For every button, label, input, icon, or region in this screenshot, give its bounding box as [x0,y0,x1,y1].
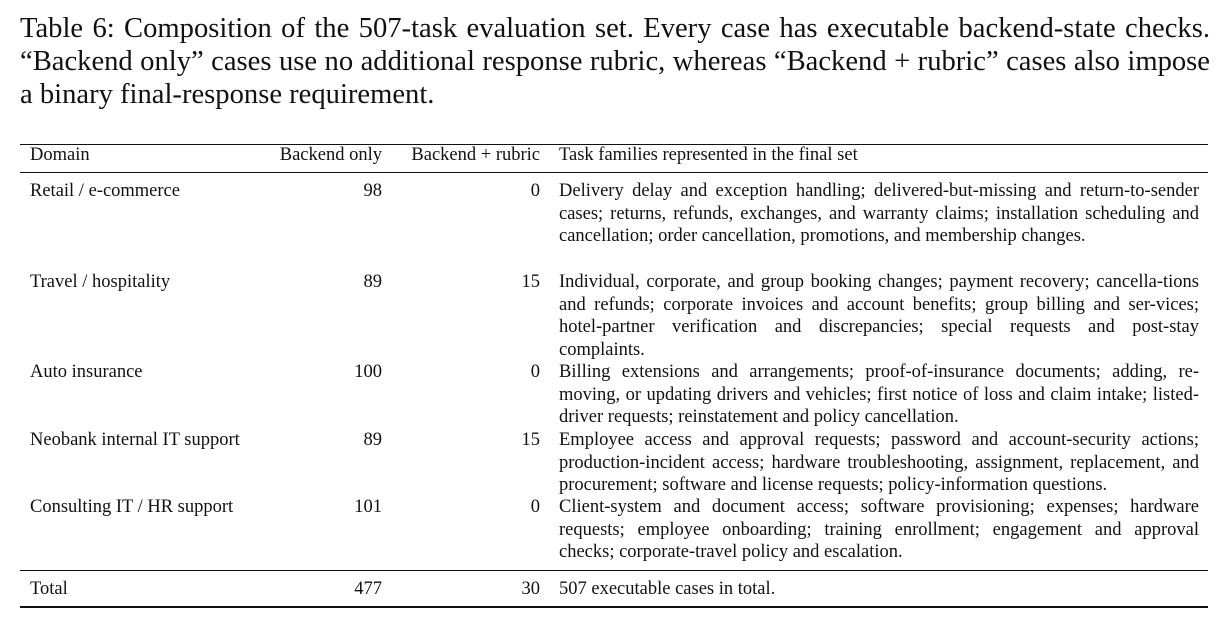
row-backend-only: 98 [363,181,382,201]
header-task-families: Task families represented in the final set [559,145,858,165]
row-backend-rubric: 15 [521,430,540,450]
row-domain: Travel / hospitality [30,272,171,292]
row-task-families: Billing extensions and arrangements; proof-of-insurance documents; adding, re-moving, or updating drivers and vehicles; first notice of loss and claim intake; listed-driver requests; reinstatement and policy cancellation. [559,362,1199,427]
header-backend-rubric: Backend + rubric [411,145,540,165]
row-backend-only: 89 [363,430,382,450]
row-backend-rubric: 15 [521,272,540,292]
row-backend-only: 100 [354,362,382,382]
row-task-families: Client-system and document access; software provisioning; expenses; hardware requests; employee onboarding; training enrollment; engagement and approval checks; corporate-travel policy and escalation. [559,497,1199,562]
header-rule [20,172,1208,173]
row-backend-only: 101 [354,497,382,517]
row-backend-rubric: 0 [530,362,540,382]
header-domain: Domain [30,145,90,165]
total-task-families: 507 executable cases in total. [559,579,776,599]
total-rule [20,570,1208,571]
row-task-families: Individual, corporate, and group booking changes; payment recovery; cancella-tions and refunds; corporate invoices and account benefits; group billing and ser-vices; hotel-partner verification and discrepancies; special requests and post-stay complaints. [559,272,1199,360]
row-task-families: Employee access and approval requests; password and account-security actions; production-incident access; hardware troubleshooting, assignment, replacement, and procurement; software and license requests; policy-information questions. [559,430,1199,495]
bottom-rule [20,606,1208,608]
row-domain: Auto insurance [30,362,143,382]
row-backend-rubric: 0 [530,497,540,517]
table-caption: Table 6: Composition of the 507-task evaluation set. Every case has executable backend-state checks. “Backend only” cases use no additional response rubric, whereas “Backend + rubric” cases also impose a binary final-response requirement. [20,13,1210,110]
total-backend-only: 477 [354,579,382,599]
total-label: Total [30,579,68,599]
row-backend-rubric: 0 [530,181,540,201]
row-domain: Retail / e-commerce [30,181,180,201]
total-backend-rubric: 30 [521,579,540,599]
header-backend-only: Backend only [279,145,382,165]
row-backend-only: 89 [363,272,382,292]
row-domain: Neobank internal IT support [30,430,240,450]
row-task-families: Delivery delay and exception handling; delivered-but-missing and return-to-sender cases; returns, refunds, exchanges, and warranty claims; installation scheduling and cancellation; order cancellation, promotions, and membership changes. [559,181,1199,246]
row-domain: Consulting IT / HR support [30,497,234,517]
